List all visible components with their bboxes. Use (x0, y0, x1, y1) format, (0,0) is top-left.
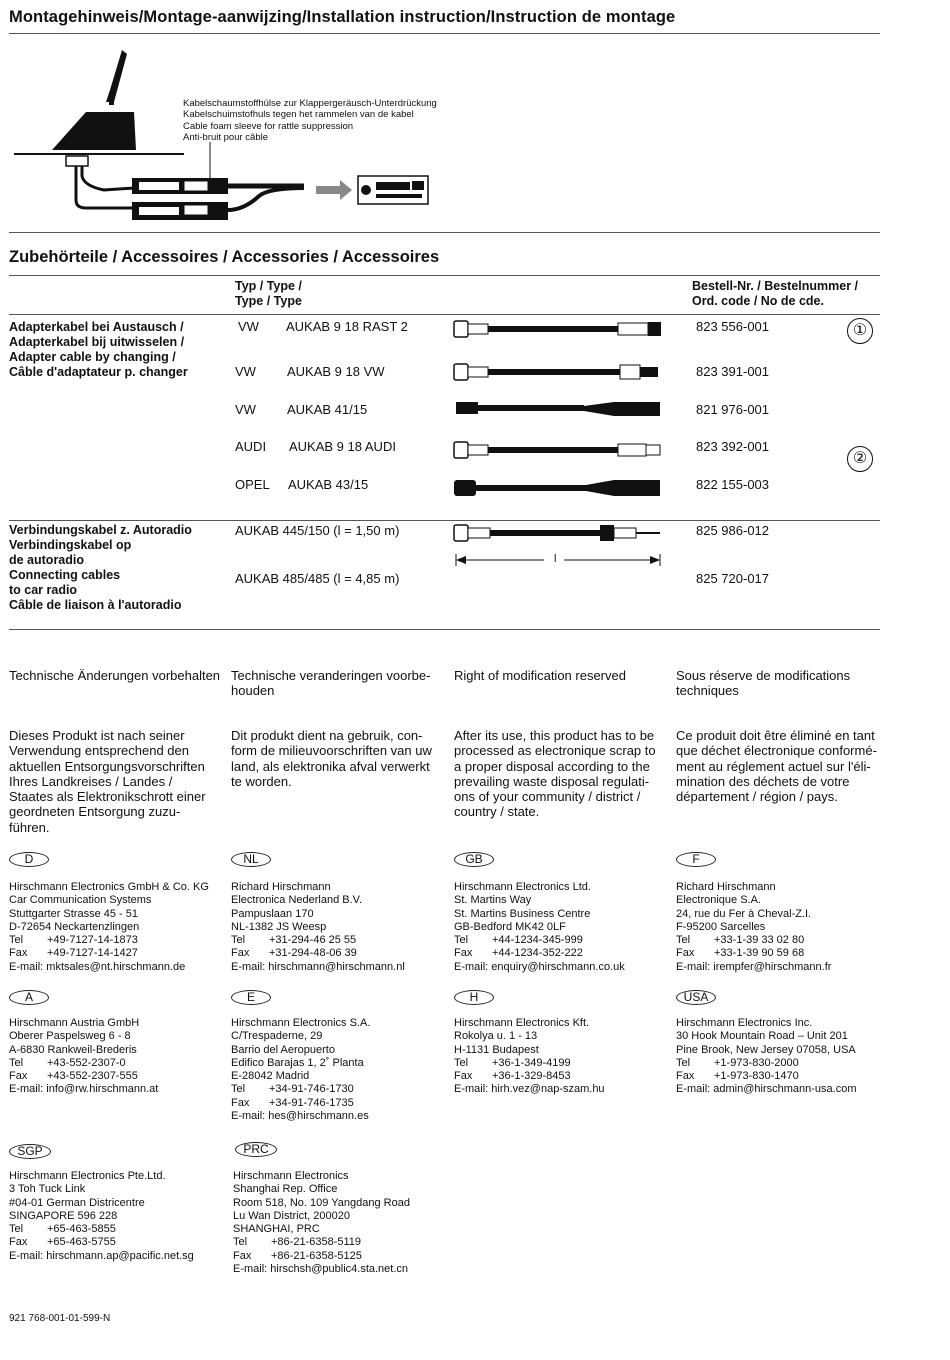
modification-notice-de: Technische Änderungen vorbehalten (9, 668, 221, 683)
cable-connect-illustration (454, 522, 664, 570)
contact-gb: Hirschmann Electronics Ltd. St. Martins Way St. Martins Business Centre GB-Bedford MK42 0LF Tel +44-1234-345-999 Fax +44-1234-352-222 E-mail: enquiry@hirschmann.co.uk (454, 881, 625, 973)
table-bottom-rule (9, 629, 880, 630)
phone-number: +49-7127-14-1873 (47, 934, 138, 947)
country-badge-h: H (454, 990, 494, 1005)
adapter-model: AUKAB 9 18 RAST 2 (286, 319, 408, 334)
foam-sleeve-note (183, 98, 437, 143)
foam-note-en: Cable foam sleeve for rattle suppression (183, 120, 354, 132)
foam-note-nl: Kabelschuimstofhuls tegen het rammelen van de kabel (183, 109, 414, 121)
modification-notice-en: Right of modification reserved (454, 668, 626, 683)
phone-number: +65-463-5855 (47, 1223, 116, 1236)
order-column-header: Bestell-Nr. / Bestelnummer / Ord. code / No de cde. (692, 279, 859, 308)
contact-d: Hirschmann Electronics GmbH & Co. KG Car Communication Systems Stuttgarter Strasse 45 - 51 D-72654 Neckartenzlingen Tel +49-7127-14-1873 Fax +49-7127-14-1427 E-mail: mktsales@nt.hirschmann.de (9, 881, 209, 973)
country-badge-usa: USA (676, 990, 716, 1005)
country-badge-e: E (231, 990, 271, 1005)
country-badge-d: D (9, 852, 49, 867)
fax-number: +34-91-746-1735 (269, 1096, 354, 1109)
cable-audi-illustration (454, 439, 664, 461)
phone-number: +31-294-46 25 55 (269, 934, 357, 947)
email-address: E-mail: hirh.vez@nap-szam.hu (454, 1083, 605, 1096)
email-address: E-mail: hirschmann@hirschmann.nl (231, 960, 405, 973)
country-badge-sgp: SGP (9, 1144, 51, 1159)
phone-number: +36-1-349-4199 (492, 1056, 571, 1069)
modification-notice-fr: Sous réserve de modifications techniques (676, 668, 851, 699)
fax-number: +31-294-48-06 39 (269, 947, 357, 960)
contact-sgp: Hirschmann Electronics Pte.Ltd. 3 Toh Tuck Link #04-01 German Districentre SINGAPORE 596 228 Tel +65-463-5855 Fax +65-463-5755 E-mail: hirschmann.ap@pacific.net.sg (9, 1170, 194, 1262)
adapter-model: AUKAB 43/15 (288, 477, 369, 492)
page-title: Montagehinweis/Montage-aanwijzing/Installation instruction/Instruction de montage (9, 8, 676, 26)
email-address: E-mail: admin@hirschmann-usa.com (676, 1083, 857, 1096)
adapter-order-code: 823 392-001 (696, 439, 770, 454)
fax-number: +33-1-39 90 59 68 (714, 947, 805, 960)
adapter-order-code: 822 155-003 (696, 477, 770, 492)
connecting-cable-label: Verbindungskabel z. Autoradio Verbindingskabel op de autoradio Connecting cables to car radio Câble de liaison à l'autoradio (9, 523, 192, 612)
cable-vw-illustration (454, 361, 664, 383)
disposal-notice-fr: Ce produit doit être éliminé en tant que déchet électronique conformé-ment au réglement actuel sur l'éli-mination des déchets de votre département / région / pays. (676, 728, 877, 805)
cable-opel-illustration (454, 476, 664, 500)
phone-number: +43-552-2307-0 (47, 1056, 126, 1069)
country-badge-f: F (676, 852, 716, 867)
title-rule (9, 33, 880, 34)
country-badge-gb: GB (454, 852, 494, 867)
country-badge-nl: NL (231, 852, 271, 867)
phone-number: +34-91-746-1730 (269, 1083, 354, 1096)
fax-number: +43-552-2307-555 (47, 1070, 138, 1083)
adapter-brand: VW (238, 319, 259, 334)
foam-note-fr: Anti-bruit pour câble (183, 131, 269, 143)
email-address: E-mail: mktsales@nt.hirschmann.de (9, 960, 186, 973)
adapter-cable-label: Adapterkabel bei Austausch / Adapterkabel bij uitwisselen / Adapter cable by changing / Câble d'adaptateur p. changer (9, 320, 188, 379)
adapter-brand: VW (235, 402, 256, 417)
connect-order-code: 825 986-012 (696, 523, 770, 538)
country-badge-prc: PRC (235, 1142, 277, 1157)
fax-number: +86-21-6358-5125 (271, 1249, 362, 1262)
connect-model: AUKAB 445/150 (l = 1,50 m) (235, 523, 400, 538)
accessories-heading: Zubehörteile / Accessoires / Accessories / Accessoires (9, 248, 440, 266)
fax-number: +44-1234-352-222 (492, 947, 583, 960)
fax-number: +36-1-329-8453 (492, 1070, 571, 1083)
table-header-rule (9, 314, 880, 315)
phone-number: +1-973-830-2000 (714, 1056, 799, 1069)
contact-usa: Hirschmann Electronics Inc. 30 Hook Mountain Road – Unit 201 Pine Brook, New Jersey 07058, USA Tel +1-973-830-2000 Fax +1-973-830-1470 E-mail: admin@hirschmann-usa.com (676, 1017, 857, 1096)
disposal-notice-nl: Dit produkt dient na gebruik, con-form de milieuvoorschriften van uw land, als elektronika afval verwerkt te worden. (231, 728, 432, 789)
email-address: E-mail: hes@hirschmann.es (231, 1110, 369, 1123)
phone-number: +44-1234-345-999 (492, 934, 583, 947)
fax-number: +1-973-830-1470 (714, 1070, 799, 1083)
length-label: l (554, 553, 557, 565)
email-address: E-mail: hirschsh@public4.sta.net.cn (233, 1263, 409, 1276)
adapter-brand: VW (235, 364, 256, 379)
adapter-model: AUKAB 9 18 VW (287, 364, 385, 379)
phone-number: +86-21-6358-5119 (271, 1236, 362, 1249)
cable-rast2-illustration (454, 318, 664, 340)
connect-model: AUKAB 485/485 (l = 4,85 m) (235, 571, 400, 586)
email-address: E-mail: irempfer@hirschmann.fr (676, 960, 832, 973)
adapter-order-code: 823 391-001 (696, 364, 770, 379)
country-badge-a: A (9, 990, 49, 1005)
row-separator (9, 520, 880, 521)
connect-order-code: 825 720-017 (696, 571, 770, 586)
adapter-brand: AUDI (235, 439, 267, 454)
adapter-model: AUKAB 41/15 (287, 402, 368, 417)
adapter-brand: OPEL (235, 477, 270, 492)
phone-number: +33-1-39 33 02 80 (714, 934, 805, 947)
fax-number: +49-7127-14-1427 (47, 947, 138, 960)
adapter-model: AUKAB 9 18 AUDI (289, 439, 396, 454)
contact-prc: Hirschmann Electronics Shanghai Rep. Office Room 518, No. 109 Yangdang Road Lu Wan District, 200020 SHANGHAI, PRC Tel +86-21-6358-5119 Fax +86-21-6358-5125 E-mail: hirschsh@public4.sta.net.cn (233, 1170, 410, 1276)
fax-number: +65-463-5755 (47, 1236, 116, 1249)
type-column-header: Typ / Type / Type / Type (235, 279, 302, 308)
email-address: E-mail: enquiry@hirschmann.co.uk (454, 960, 625, 973)
table-top-rule (9, 275, 880, 276)
disposal-notice-en: After its use, this product has to be processed as electronique scrap to a proper disposal according to the prevailing waste disposal regulati-ons of your community / district / country / state. (454, 728, 656, 820)
contact-h: Hirschmann Electronics Kft. Rokolya u. 1 - 13 H-1131 Budapest Tel +36-1-349-4199 Fax +36-1-329-8453 E-mail: hirh.vez@nap-szam.hu (454, 1017, 605, 1096)
adapter-order-code: 821 976-001 (696, 402, 770, 417)
document-part-number: 921 768-001-01-599-N (9, 1313, 111, 1324)
marker-2-icon: ② (847, 446, 873, 472)
email-address: E-mail: hirschmann.ap@pacific.net.sg (9, 1249, 194, 1262)
section-rule (9, 232, 880, 233)
cable-41-15-illustration (454, 398, 664, 420)
contact-f: Richard Hirschmann Electronique S.A. 24, rue du Fer à Cheval-Z.I. F-95200 Sarcelles Tel +33-1-39 33 02 80 Fax +33-1-39 90 59 68 E-mail: irempfer@hirschmann.fr (676, 881, 832, 973)
modification-notice-nl: Technische veranderingen voorbe-houden (231, 668, 431, 699)
contact-a: Hirschmann Austria GmbH Oberer Paspelsweg 6 - 8 A-6830 Rankweil-Brederis Tel +43-552-2307-0 Fax +43-552-2307-555 E-mail: info@rw.hirschmann.at (9, 1017, 159, 1096)
disposal-notice-de: Dieses Produkt ist nach seiner Verwendung entsprechend den aktuellen Entsorgungsvorschriften Ihres Landkreises / Landes / Staates als Elektronikschrott einer geordneten Entsorgung zuzu-führen. (9, 728, 206, 835)
marker-1-icon: ① (847, 318, 873, 344)
foam-note-de: Kabelschaumstoffhülse zur Klappergeräusch-Unterdrückung (183, 98, 437, 109)
email-address: E-mail: info@rw.hirschmann.at (9, 1083, 159, 1096)
contact-nl: Richard Hirschmann Electronica Nederland B.V. Pampuslaan 170 NL-1382 JS Weesp Tel +31-294-46 25 55 Fax +31-294-48-06 39 E-mail: hirschmann@hirschmann.nl (231, 881, 405, 973)
contact-e: Hirschmann Electronics S.A. C/Trespaderne, 29 Barrio del Aeropuerto Edifico Barajas 1, 2˚ Planta E-28042 Madrid Tel +34-91-746-1730 Fax +34-91-746-1735 E-mail: hes@hirschmann.es (231, 1017, 371, 1123)
adapter-order-code: 823 556-001 (696, 319, 770, 334)
